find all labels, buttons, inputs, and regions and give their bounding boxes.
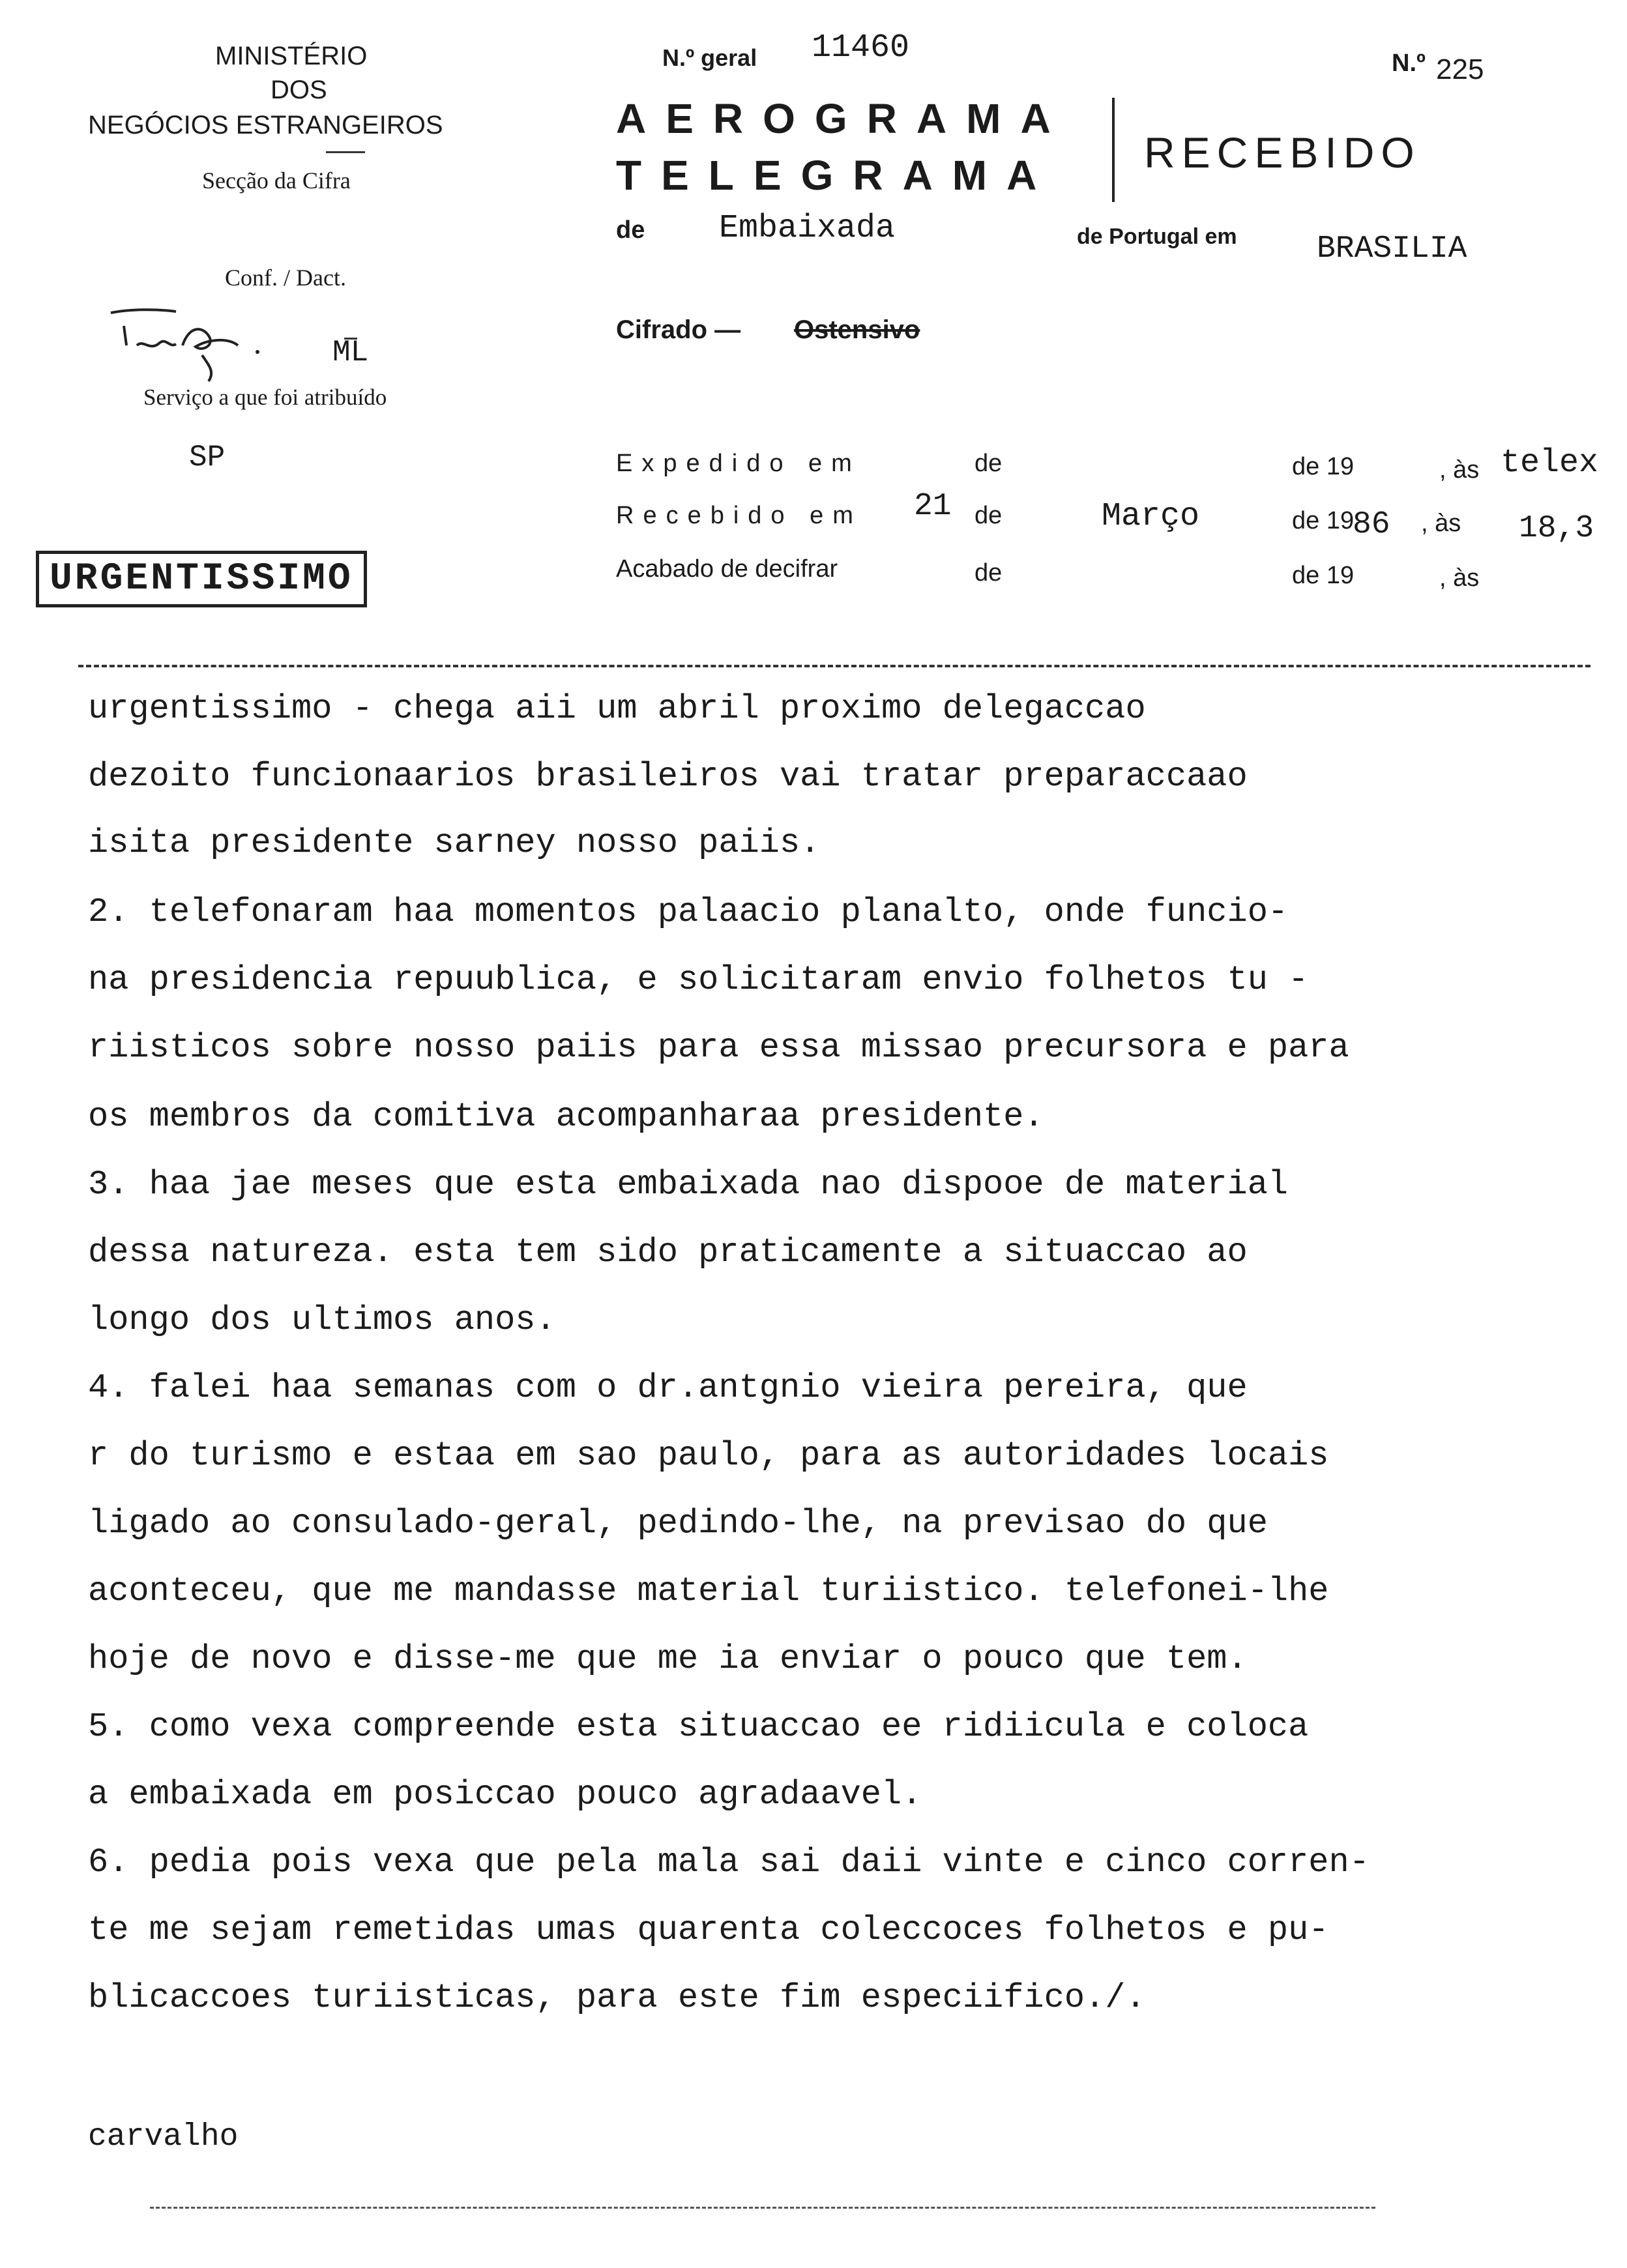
decifrar-time: , às (1439, 564, 1480, 592)
doc-number-label: N.º (1392, 50, 1426, 77)
expedido-year: de 19 (1292, 453, 1355, 480)
recebido-day: 21 (914, 489, 952, 524)
body-line-10: longo dos ultimos anos. (88, 1301, 556, 1339)
from-label: de (616, 216, 645, 244)
expedido-de: de (975, 450, 1003, 477)
body-line-4: 2. telefonaram haa momentos palaacio planalto, onde funcio- (88, 893, 1289, 931)
from-country-label: de Portugal em (1077, 224, 1237, 249)
body-line-2: dezoito funcionaarios brasileiros vai tratar preparaccaao (88, 757, 1248, 796)
dactylographer-initials: ML (332, 336, 369, 370)
recebido-label: Recebido em (616, 502, 862, 529)
mode-struck-option: Ostensivo (794, 315, 920, 344)
body-line-9: dessa natureza. esta tem sido praticamente a situaccao ao (88, 1233, 1248, 1272)
body-line-8: 3. haa jae meses que esta embaixada nao dispooe de material (88, 1165, 1289, 1204)
section-cifra: Secção da Cifra (202, 167, 351, 194)
signature: carvalho (88, 2119, 239, 2155)
recebido-time: 18,3 (1519, 511, 1594, 546)
body-line-5: na presidencia repuublica, e solicitaram envio folhetos tu - (88, 961, 1309, 999)
geral-number: 11460 (812, 29, 910, 66)
service-value: SP (189, 441, 226, 474)
recebido-month: Março (1102, 498, 1200, 535)
from-city: BRASILIA (1317, 231, 1467, 267)
body-line-1: urgentissimo - chega aii um abril proximo delegaccao (88, 690, 1146, 728)
header-divider (78, 665, 1590, 667)
urgency-stamp: URGENTISSIMO (36, 551, 367, 607)
geral-label: N.º geral (662, 44, 757, 71)
body-line-12: r do turismo e estaa em sao paulo, para as autoridades locais (88, 1436, 1329, 1475)
body-line-13: ligado ao consulado-geral, pedindo-lhe, na previsao do que (88, 1504, 1268, 1543)
recebido-year: 86 (1353, 507, 1390, 542)
body-line-7: os membros da comitiva acompanharaa presidente. (88, 1098, 1044, 1136)
ministry-line-1: MINISTÉRIO (215, 42, 368, 70)
body-line-11: 4. falei haa semanas com o dr.antgnio vieira pereira, que (88, 1369, 1248, 1407)
recebido-time-label: , às (1421, 510, 1461, 537)
expedido-time: , às (1439, 456, 1480, 484)
received-stamp: RECEBIDO (1144, 128, 1421, 177)
title-divider-bar (1112, 98, 1115, 202)
decifrar-label: Acabado de decifrar (616, 555, 838, 583)
body-line-16: 5. como vexa compreende esta situaccao ee ridiicula e coloca (88, 1708, 1309, 1746)
handwritten-initials-mark (104, 300, 300, 391)
type-telegrama: TELEGRAMA (616, 152, 1057, 199)
decifrar-de: de (975, 559, 1003, 587)
recebido-de: de (975, 502, 1003, 529)
decifrar-year: de 19 (1292, 562, 1355, 589)
initials-overline (344, 338, 357, 340)
footer-divider (150, 2207, 1375, 2209)
body-line-19: te me sejam remetidas umas quarenta coleccoces folhetos e pu- (88, 1911, 1329, 1949)
from-value: Embaixada (719, 210, 896, 247)
body-line-17: a embaixada em posiccao pouco agradaavel. (88, 1775, 922, 1814)
ministry-line-3: NEGÓCIOS ESTRANGEIROS (88, 111, 443, 139)
ministry-line-2: DOS (271, 76, 327, 104)
doc-number: 225 (1436, 53, 1484, 85)
recebido-year-label: de 19 (1292, 507, 1355, 534)
body-line-15: hoje de novo e disse-me que me ia enviar o pouco que tem. (88, 1640, 1248, 1678)
expedido-label: Expedido em (616, 450, 861, 477)
body-line-14: aconteceu, que me mandasse material turiistico. telefonei-lhe (88, 1572, 1329, 1610)
type-aerograma: AEROGRAMA (616, 95, 1070, 142)
ministry-underline (326, 151, 365, 153)
body-line-3: isita presidente sarney nosso paiis. (88, 824, 821, 862)
body-line-6: riisticos sobre nosso paiis para essa missao precursora e para (88, 1028, 1349, 1067)
mode-label: Cifrado — (616, 315, 741, 344)
conf-dact-label: Conf. / Dact. (225, 265, 346, 291)
body-line-18: 6. pedia pois vexa que pela mala sai daii vinte e cinco corren- (88, 1843, 1370, 1882)
expedido-note: telex (1501, 444, 1599, 482)
body-line-20: blicaccoes turiisticas, para este fim especiifico./. (88, 1979, 1146, 2017)
service-label: Serviço a que foi atribuído (143, 385, 387, 410)
